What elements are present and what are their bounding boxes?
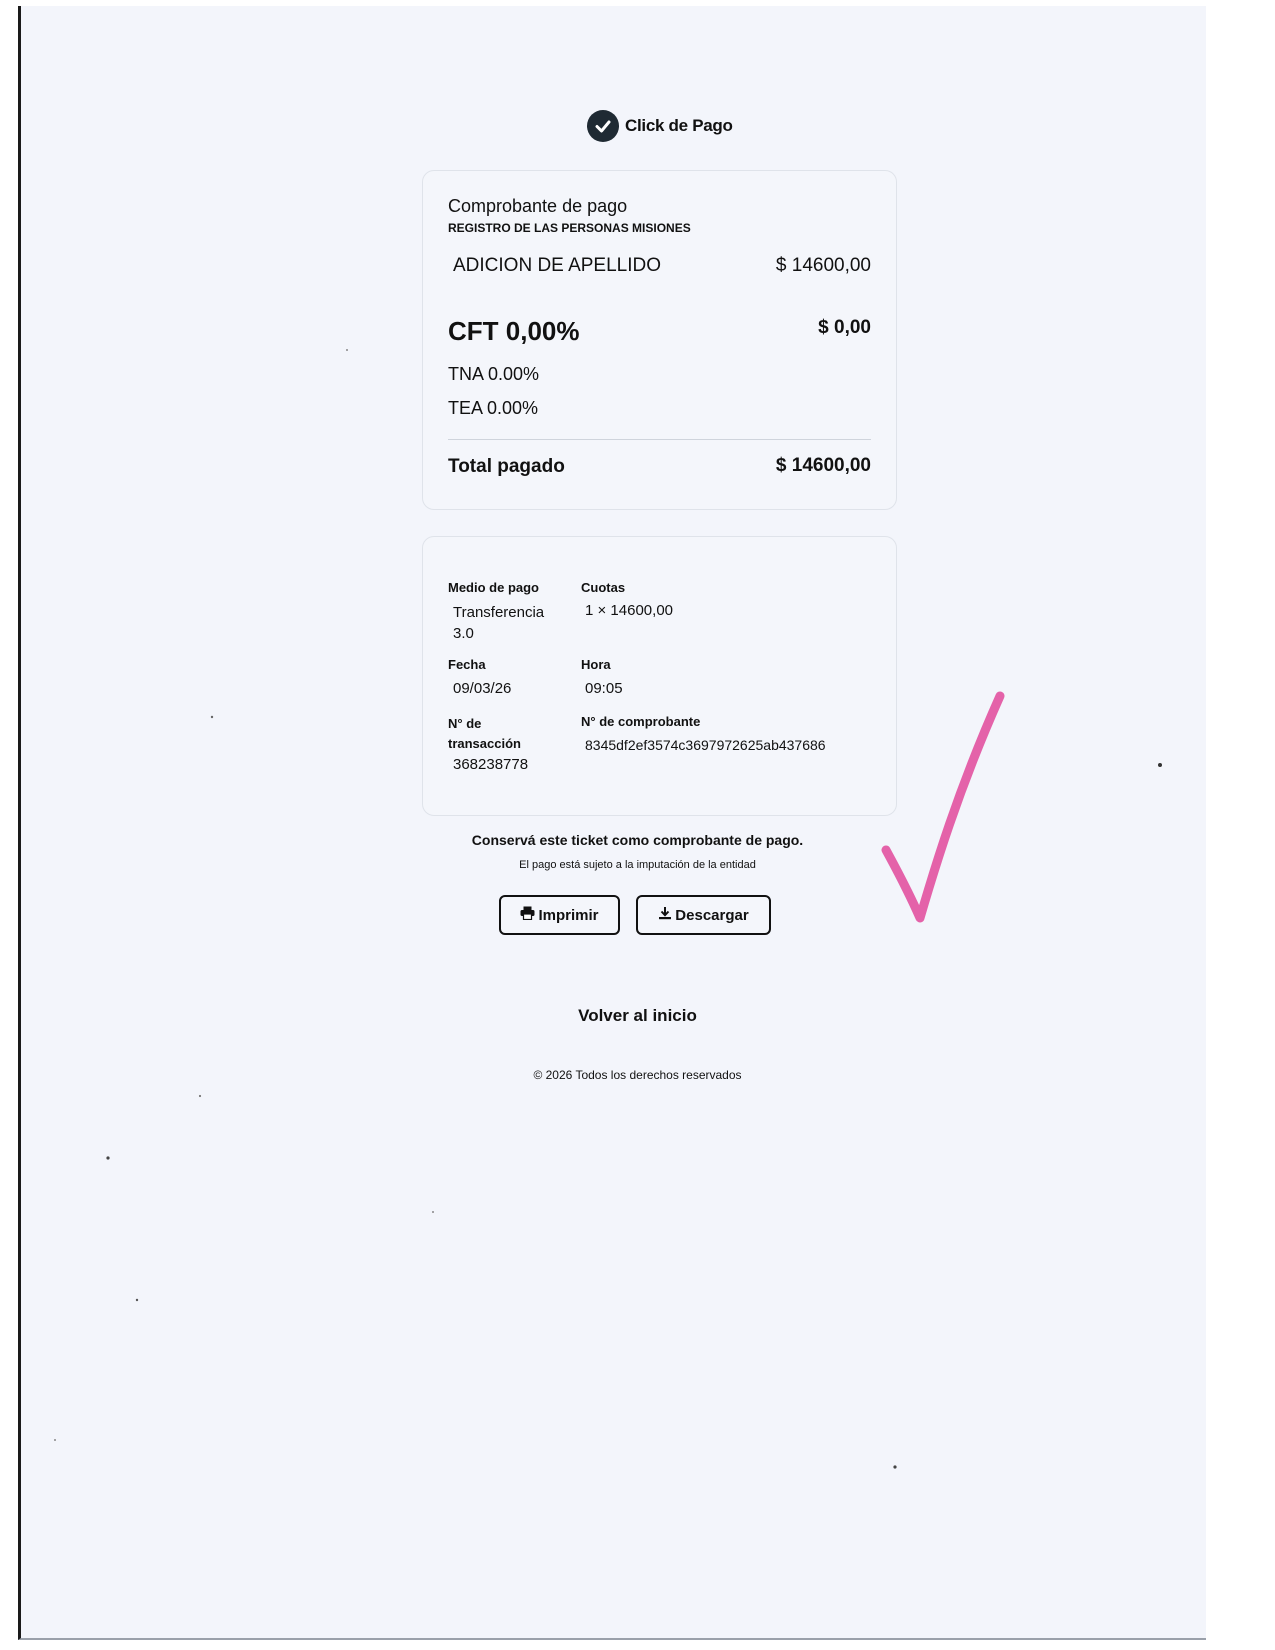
imputation-note: El pago está sujeto a la imputación de la entidad [519, 859, 756, 871]
back-to-home-link[interactable]: Volver al inicio [578, 1006, 697, 1025]
receipt-entity: REGISTRO DE LAS PERSONAS MISIONES [448, 221, 691, 235]
time-label: Hora [581, 657, 611, 672]
brand-name: Click de Pago [625, 116, 733, 135]
print-button-label: Imprimir [538, 906, 599, 924]
download-button-label: Descargar [675, 906, 749, 924]
transaction-number-label: N° de transacción [448, 716, 521, 751]
payment-method-label: Medio de pago [448, 580, 539, 595]
tna-rate: TNA 0.00% [448, 364, 540, 384]
date-value: 09/03/26 [453, 680, 512, 697]
cft-amount: $ 0,00 [818, 317, 871, 338]
copyright-footer: © 2026 Todos los derechos reservados [533, 1068, 742, 1082]
payment-method-value: Transferencia 3.0 [453, 604, 545, 642]
keep-ticket-notice: Conservá este ticket como comprobante de pago. [471, 832, 804, 848]
receipt-number-label: N° de comprobante [581, 714, 701, 729]
receipt-title: Comprobante de pago [448, 196, 628, 216]
date-label: Fecha [448, 657, 486, 672]
receipt-number-value: 8345df2ef3574c3697972625ab437686 [585, 737, 826, 753]
installments-label: Cuotas [581, 580, 626, 595]
item-name: ADICION DE APELLIDO [453, 255, 662, 276]
total-amount: $ 14600,00 [775, 455, 871, 476]
time-value: 09:05 [585, 680, 623, 697]
tea-rate: TEA 0.00% [448, 398, 539, 418]
total-label: Total pagado [448, 456, 565, 477]
installments-value: 1 × 14600,00 [585, 602, 674, 619]
cft-label: CFT 0,00% [448, 316, 580, 346]
transaction-number-value: 368238778 [453, 756, 529, 773]
item-amount: $ 14600,00 [775, 255, 871, 276]
